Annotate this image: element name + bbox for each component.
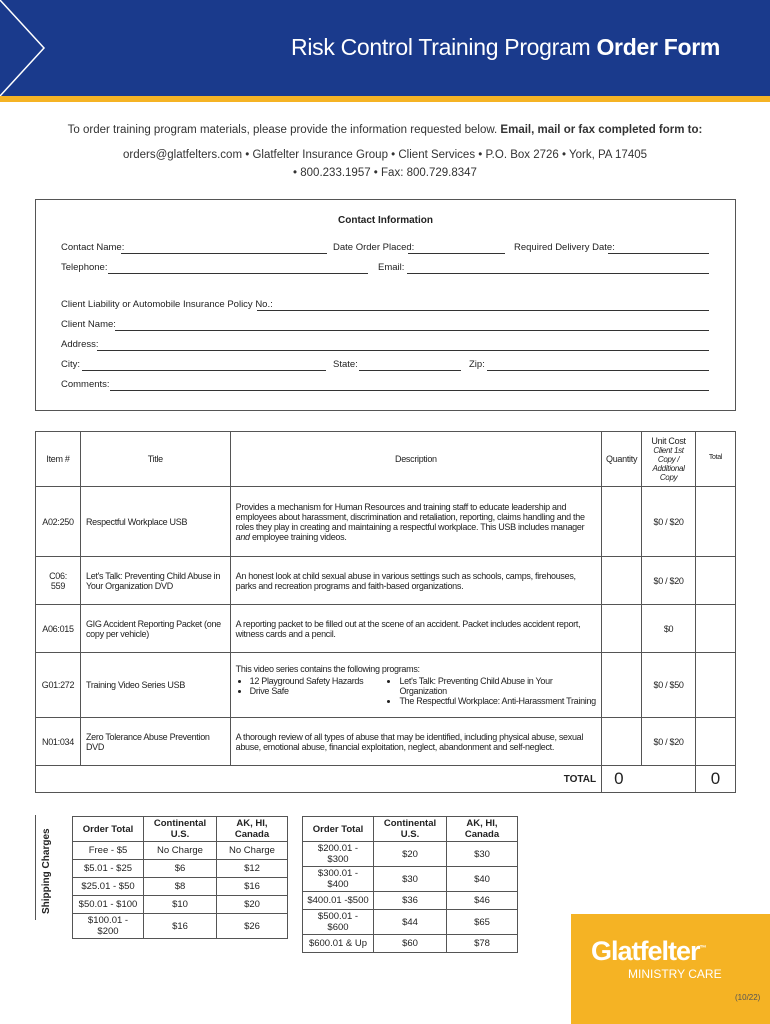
glatfelter-logo bbox=[571, 914, 770, 1024]
item-description: An honest look at child sexual abuse in various settings such as schools, camps, firehouses, parks and recreation programs and faith-based organizations. bbox=[230, 557, 601, 605]
unit-cost: $0 / $50 bbox=[642, 653, 696, 718]
shipping-cell: $50.01 - $100 bbox=[73, 896, 144, 914]
shipping-header: Continental U.S. bbox=[374, 817, 447, 842]
shipping-header: Continental U.S. bbox=[144, 817, 217, 842]
shipping-row bbox=[73, 914, 288, 939]
item-title: GIG Accident Reporting Packet (one copy per vehicle) bbox=[80, 605, 230, 653]
program-intro: This video series contains the following programs: bbox=[235, 664, 420, 674]
intro-line-3: • 800.233.1957 • Fax: 800.729.8347 bbox=[293, 167, 477, 179]
item-number-header: Item # bbox=[36, 432, 81, 487]
zip-label: Zip: bbox=[469, 359, 485, 370]
shipping-label-frame bbox=[35, 815, 70, 920]
shipping-cell: $5.01 - $25 bbox=[73, 860, 144, 878]
unit-cost-sub2: Additional Copy bbox=[652, 464, 685, 482]
item-number: A06:015 bbox=[36, 605, 81, 653]
shipping-cell: Free - $5 bbox=[73, 842, 144, 860]
total-cell[interactable] bbox=[696, 718, 736, 766]
shipping-cell: No Charge bbox=[144, 842, 217, 860]
program-item: • Let's Talk: Preventing Child Abuse in Your Organization bbox=[399, 676, 596, 696]
quantity-cell[interactable] bbox=[602, 653, 642, 718]
total-cell[interactable] bbox=[696, 487, 736, 557]
page-title: Risk Control Training Program Order Form bbox=[291, 34, 720, 60]
header-stripe bbox=[0, 96, 770, 102]
unit-cost: $0 / $20 bbox=[642, 487, 696, 557]
quantity-header: Quantity bbox=[602, 432, 642, 487]
header-banner bbox=[0, 0, 770, 96]
city-label: City: bbox=[61, 359, 80, 370]
shipping-row bbox=[73, 842, 288, 860]
total-cell[interactable] bbox=[696, 605, 736, 653]
contact-section-title: Contact Information bbox=[338, 215, 433, 226]
revision-code: (10/22) bbox=[735, 993, 761, 1002]
client-name-label: Client Name: bbox=[61, 319, 116, 330]
shipping-cell: $40 bbox=[447, 867, 518, 892]
shipping-cell: $12 bbox=[217, 860, 288, 878]
contact-name-field[interactable] bbox=[121, 253, 327, 254]
shipping-cell: $20 bbox=[374, 842, 447, 867]
policy-number-label: Client Liability or Automobile Insurance Policy No.: bbox=[61, 299, 273, 310]
item-number: C06: 559 bbox=[36, 557, 81, 605]
date-order-placed-label: Date Order Placed: bbox=[333, 242, 415, 253]
item-number: A02:250 bbox=[36, 487, 81, 557]
shipping-charges-label: Shipping Charges bbox=[41, 828, 52, 914]
shipping-cell: $16 bbox=[217, 878, 288, 896]
program-item: • The Respectful Workplace: Anti-Harassment Training bbox=[399, 696, 596, 706]
item-title: Respectful Workplace USB bbox=[80, 487, 230, 557]
contact-information-box bbox=[35, 199, 736, 411]
state-field[interactable] bbox=[359, 370, 461, 371]
shipping-cell: $8 bbox=[144, 878, 217, 896]
shipping-cell: $25.01 - $50 bbox=[73, 878, 144, 896]
shipping-row bbox=[303, 910, 518, 935]
telephone-label: Telephone: bbox=[61, 262, 108, 273]
total-amount: 0 bbox=[696, 766, 736, 793]
shipping-cell: No Charge bbox=[217, 842, 288, 860]
state-label: State: bbox=[333, 359, 358, 370]
email-label: Email: bbox=[378, 262, 405, 273]
shipping-cell: $10 bbox=[144, 896, 217, 914]
program-item: • 12 Playground Safety Hazards bbox=[250, 676, 386, 686]
total-cell[interactable] bbox=[696, 557, 736, 605]
program-list-left bbox=[236, 676, 386, 706]
shipping-header: Order Total bbox=[73, 817, 144, 842]
logo-subtitle: MINISTRY CARE bbox=[628, 967, 722, 981]
shipping-header: Order Total bbox=[303, 817, 374, 842]
shipping-table-right bbox=[302, 816, 518, 953]
shipping-cell: $60 bbox=[374, 935, 447, 953]
table-header-row bbox=[36, 432, 736, 487]
table-row bbox=[36, 557, 736, 605]
shipping-cell: $26 bbox=[217, 914, 288, 939]
email-field[interactable] bbox=[407, 273, 709, 274]
city-field[interactable] bbox=[82, 370, 326, 371]
shipping-header-row bbox=[303, 817, 518, 842]
date-order-placed-field[interactable] bbox=[408, 253, 505, 254]
unit-cost-header bbox=[642, 432, 696, 487]
shipping-cell: $500.01 - $600 bbox=[303, 910, 374, 935]
program-item: • Drive Safe bbox=[250, 686, 386, 696]
shipping-row bbox=[73, 896, 288, 914]
logo-name: Glatfelter™ bbox=[591, 936, 706, 966]
shipping-cell: $78 bbox=[447, 935, 518, 953]
shipping-row bbox=[303, 935, 518, 953]
quantity-cell[interactable] bbox=[602, 487, 642, 557]
shipping-cell: $46 bbox=[447, 892, 518, 910]
shipping-cell: $20 bbox=[217, 896, 288, 914]
total-label: TOTAL bbox=[36, 766, 602, 793]
quantity-cell[interactable] bbox=[602, 557, 642, 605]
required-delivery-date-label: Required Delivery Date: bbox=[514, 242, 615, 253]
item-description: Provides a mechanism for Human Resources and training staff to educate leadership and employees about harassment, discrimination and retaliation, reporting, claims handling and the roles they play in creating and maintaining a respectful workplace. This USB includes manager and employee training videos. bbox=[230, 487, 601, 557]
intro-line-1: To order training program materials, please provide the information requested below. Email, mail or fax completed form to: bbox=[67, 124, 703, 136]
comments-label: Comments: bbox=[61, 379, 110, 390]
shipping-cell: $36 bbox=[374, 892, 447, 910]
table-row bbox=[36, 718, 736, 766]
unit-cost: $0 bbox=[642, 605, 696, 653]
policy-number-field[interactable] bbox=[257, 310, 709, 311]
shipping-row bbox=[303, 867, 518, 892]
intro-line-2: orders@glatfelters.com • Glatfelter Insurance Group • Client Services • P.O. Box 2726 • York, PA 17405 bbox=[122, 149, 648, 161]
shipping-row bbox=[73, 860, 288, 878]
client-name-field[interactable] bbox=[115, 330, 709, 331]
program-list-right bbox=[385, 676, 596, 706]
address-field[interactable] bbox=[97, 350, 709, 351]
quantity-cell[interactable] bbox=[602, 605, 642, 653]
shipping-cell: $100.01 - $200 bbox=[73, 914, 144, 939]
item-description: A reporting packet to be filled out at the scene of an accident. Packet includes accident report, witness cards and a pencil. bbox=[230, 605, 601, 653]
shipping-cell: $16 bbox=[144, 914, 217, 939]
shipping-header-row bbox=[73, 817, 288, 842]
total-quantity: 0 bbox=[602, 766, 696, 793]
item-title: Zero Tolerance Abuse Prevention DVD bbox=[80, 718, 230, 766]
shipping-cell: $400.01 -$500 bbox=[303, 892, 374, 910]
chevron-icon bbox=[0, 0, 60, 96]
telephone-field[interactable] bbox=[108, 273, 368, 274]
title-header: Title bbox=[80, 432, 230, 487]
items-table bbox=[35, 431, 736, 793]
shipping-cell: $6 bbox=[144, 860, 217, 878]
shipping-cell: $300.01 - $400 bbox=[303, 867, 374, 892]
total-header: Total bbox=[696, 432, 736, 487]
shipping-header: AK, HI, Canada bbox=[447, 817, 518, 842]
unit-cost: $0 / $20 bbox=[642, 718, 696, 766]
description-header: Description bbox=[230, 432, 601, 487]
item-description bbox=[230, 653, 601, 718]
table-row bbox=[36, 653, 736, 718]
shipping-row bbox=[73, 878, 288, 896]
shipping-cell: $600.01 & Up bbox=[303, 935, 374, 953]
shipping-cell: $30 bbox=[447, 842, 518, 867]
item-number: G01:272 bbox=[36, 653, 81, 718]
shipping-cell: $200.01 - $300 bbox=[303, 842, 374, 867]
contact-name-label: Contact Name: bbox=[61, 242, 125, 253]
item-title: Let's Talk: Preventing Child Abuse in Your Organization DVD bbox=[80, 557, 230, 605]
total-cell[interactable] bbox=[696, 653, 736, 718]
shipping-cell: $30 bbox=[374, 867, 447, 892]
item-number: N01:034 bbox=[36, 718, 81, 766]
shipping-header: AK, HI, Canada bbox=[217, 817, 288, 842]
table-row bbox=[36, 605, 736, 653]
comments-field[interactable] bbox=[110, 390, 709, 391]
shipping-row bbox=[303, 842, 518, 867]
shipping-row bbox=[303, 892, 518, 910]
total-row bbox=[36, 766, 736, 793]
shipping-cell: $44 bbox=[374, 910, 447, 935]
address-label: Address: bbox=[61, 339, 99, 350]
unit-cost: $0 / $20 bbox=[642, 557, 696, 605]
unit-cost-sub1: Client 1st Copy / bbox=[653, 446, 684, 464]
item-description: A thorough review of all types of abuse that may be identified, including physical abuse, sexual abuse, emotional abuse, financial exploitation, neglect, abandonment and self-neglect. bbox=[230, 718, 601, 766]
unit-cost-label: Unit Cost bbox=[651, 436, 686, 446]
item-title: Training Video Series USB bbox=[80, 653, 230, 718]
table-row bbox=[36, 487, 736, 557]
shipping-cell: $65 bbox=[447, 910, 518, 935]
required-delivery-date-field[interactable] bbox=[608, 253, 709, 254]
shipping-table-left bbox=[72, 816, 288, 939]
quantity-cell[interactable] bbox=[602, 718, 642, 766]
zip-field[interactable] bbox=[487, 370, 709, 371]
